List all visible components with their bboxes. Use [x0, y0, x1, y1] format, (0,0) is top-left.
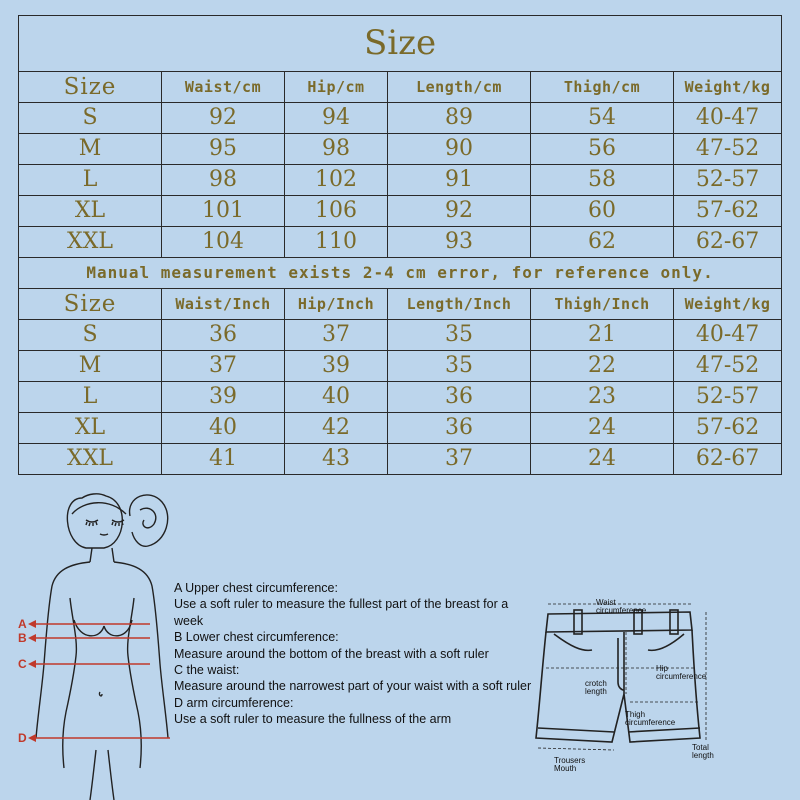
table-row [19, 320, 782, 351]
cell-size: L [19, 165, 162, 196]
neck [90, 548, 114, 562]
column-header-hip: Hip/Inch [285, 289, 388, 320]
table-row [19, 351, 782, 382]
cell-size: S [19, 320, 162, 351]
size-chart-table [18, 15, 782, 475]
arrow-c [28, 660, 36, 668]
column-header-thigh: Thigh/Inch [531, 289, 674, 320]
cell-thigh: 56 [531, 134, 674, 165]
shorts-label-crotch-1: crotch [585, 679, 607, 688]
measurement-instructions [174, 580, 534, 728]
instruction-a-title: A Upper chest circumference: [174, 581, 338, 595]
instruction-c-text: Measure around the narrowest part of your waist with a soft ruler [174, 679, 532, 694]
right-shoulder-arm [114, 562, 168, 738]
cell-hip: 42 [285, 413, 388, 444]
cell-hip: 94 [285, 103, 388, 134]
cell-thigh: 23 [531, 382, 674, 413]
column-header-size: Size [19, 72, 162, 103]
cell-waist: 101 [162, 196, 285, 227]
shorts-label-hip-1: Hip [656, 664, 669, 673]
cell-length: 90 [388, 134, 531, 165]
cell-hip: 40 [285, 382, 388, 413]
table-row [19, 444, 782, 475]
cell-size: S [19, 103, 162, 134]
bust-right [104, 620, 132, 636]
instruction-a-text: Use a soft ruler to measure the fullest part of the breast for a week [174, 597, 509, 628]
chart-title: Size [19, 16, 782, 72]
shorts-label-total-1: Total [692, 743, 709, 752]
cell-weight: 47-52 [674, 351, 782, 382]
cell-length: 92 [388, 196, 531, 227]
cell-weight: 47-52 [674, 134, 782, 165]
cell-waist: 104 [162, 227, 285, 258]
cell-weight: 57-62 [674, 196, 782, 227]
cell-hip: 43 [285, 444, 388, 475]
inner-leg-right [108, 750, 114, 800]
cell-size: XL [19, 413, 162, 444]
table-row [19, 196, 782, 227]
column-header-length: Length/Inch [388, 289, 531, 320]
note-row [19, 258, 782, 289]
inch-header-row [19, 289, 782, 320]
table-row [19, 227, 782, 258]
cell-thigh: 54 [531, 103, 674, 134]
cell-weight: 62-67 [674, 444, 782, 475]
column-header-waist: Waist/Inch [162, 289, 285, 320]
cell-length: 93 [388, 227, 531, 258]
cell-weight: 40-47 [674, 320, 782, 351]
marker-b: B [18, 631, 27, 645]
cell-thigh: 21 [531, 320, 674, 351]
cell-length: 37 [388, 444, 531, 475]
title-row [19, 16, 782, 72]
column-header-hip: Hip/cm [285, 72, 388, 103]
table-row [19, 413, 782, 444]
shorts-label-crotch-2: length [585, 687, 607, 696]
cell-waist: 36 [162, 320, 285, 351]
pocket-left [554, 634, 592, 650]
marker-a: A [18, 617, 27, 631]
instruction-d-title: D arm circumference: [174, 695, 294, 710]
cell-waist: 95 [162, 134, 285, 165]
instruction-b-text: Measure around the bottom of the breast with a soft ruler [174, 646, 489, 661]
cell-size: M [19, 134, 162, 165]
hair-bun-swirl [140, 508, 156, 528]
cell-size: L [19, 382, 162, 413]
cell-waist: 40 [162, 413, 285, 444]
cell-size: XXL [19, 444, 162, 475]
cell-hip: 106 [285, 196, 388, 227]
shorts-label-trousers-2: Mouth [554, 764, 577, 773]
marker-d: D [18, 731, 27, 745]
arrow-b [28, 634, 36, 642]
column-header-thigh: Thigh/cm [531, 72, 674, 103]
inner-leg-left [90, 750, 96, 800]
arrow-a [28, 620, 36, 628]
cell-weight: 52-57 [674, 165, 782, 196]
cuff-right [628, 728, 700, 732]
cell-length: 36 [388, 413, 531, 444]
column-header-waist: Waist/cm [162, 72, 285, 103]
cell-thigh: 62 [531, 227, 674, 258]
cell-thigh: 58 [531, 165, 674, 196]
shorts-label-thigh-1: Thigh [625, 710, 646, 719]
cell-thigh: 60 [531, 196, 674, 227]
right-eye [112, 520, 124, 522]
cell-weight: 62-67 [674, 227, 782, 258]
measurement-note: Manual measurement exists 2-4 cm error, for reference only. [19, 258, 782, 289]
shorts-label-waist-1: Waist [596, 598, 616, 607]
cm-header-row [19, 72, 782, 103]
column-header-weight: Weight/kg [674, 289, 782, 320]
shorts-label-total-2: length [692, 751, 714, 760]
shorts-label-waist-2: circumference [596, 606, 647, 615]
cell-size: M [19, 351, 162, 382]
mouth [100, 534, 108, 535]
navel [99, 692, 102, 696]
cell-size: XL [19, 196, 162, 227]
bust-left [74, 620, 104, 636]
cell-hip: 39 [285, 351, 388, 382]
cell-size: XXL [19, 227, 162, 258]
cell-hip: 102 [285, 165, 388, 196]
cell-hip: 98 [285, 134, 388, 165]
cell-length: 36 [388, 382, 531, 413]
cell-length: 91 [388, 165, 531, 196]
cell-thigh: 24 [531, 413, 674, 444]
cell-length: 89 [388, 103, 531, 134]
column-header-size: Size [19, 289, 162, 320]
marker-c: C [18, 657, 27, 671]
table-row [19, 382, 782, 413]
mouth-measure-line [538, 748, 614, 750]
column-header-length: Length/cm [388, 72, 531, 103]
cell-weight: 40-47 [674, 103, 782, 134]
cell-length: 35 [388, 320, 531, 351]
cell-hip: 37 [285, 320, 388, 351]
shorts-label-thigh-2: circumference [625, 718, 676, 727]
instruction-b-title: B Lower chest circumference: [174, 630, 339, 645]
left-eye [86, 520, 98, 522]
table-row [19, 134, 782, 165]
cell-thigh: 24 [531, 444, 674, 475]
shorts-fly-stitch [618, 638, 624, 690]
hair-bun [130, 495, 168, 546]
shorts-label-hip-2: circumference [656, 672, 707, 681]
shorts-label-trousers-1: Trousers [554, 756, 586, 765]
cell-waist: 37 [162, 351, 285, 382]
cell-waist: 92 [162, 103, 285, 134]
table-row [19, 165, 782, 196]
table-row [19, 103, 782, 134]
cell-waist: 98 [162, 165, 285, 196]
arrow-d [28, 734, 36, 742]
pocket-right [648, 634, 684, 650]
cuff-left [538, 728, 614, 732]
cell-waist: 41 [162, 444, 285, 475]
instruction-d-text: Use a soft ruler to measure the fullness of the arm [174, 712, 452, 727]
cell-weight: 52-57 [674, 382, 782, 413]
instruction-c-title: C the waist: [174, 663, 240, 678]
cell-weight: 57-62 [674, 413, 782, 444]
column-header-weight: Weight/kg [674, 72, 782, 103]
cell-waist: 39 [162, 382, 285, 413]
cell-hip: 110 [285, 227, 388, 258]
left-shoulder-arm [36, 562, 90, 738]
cell-thigh: 22 [531, 351, 674, 382]
cell-length: 35 [388, 351, 531, 382]
